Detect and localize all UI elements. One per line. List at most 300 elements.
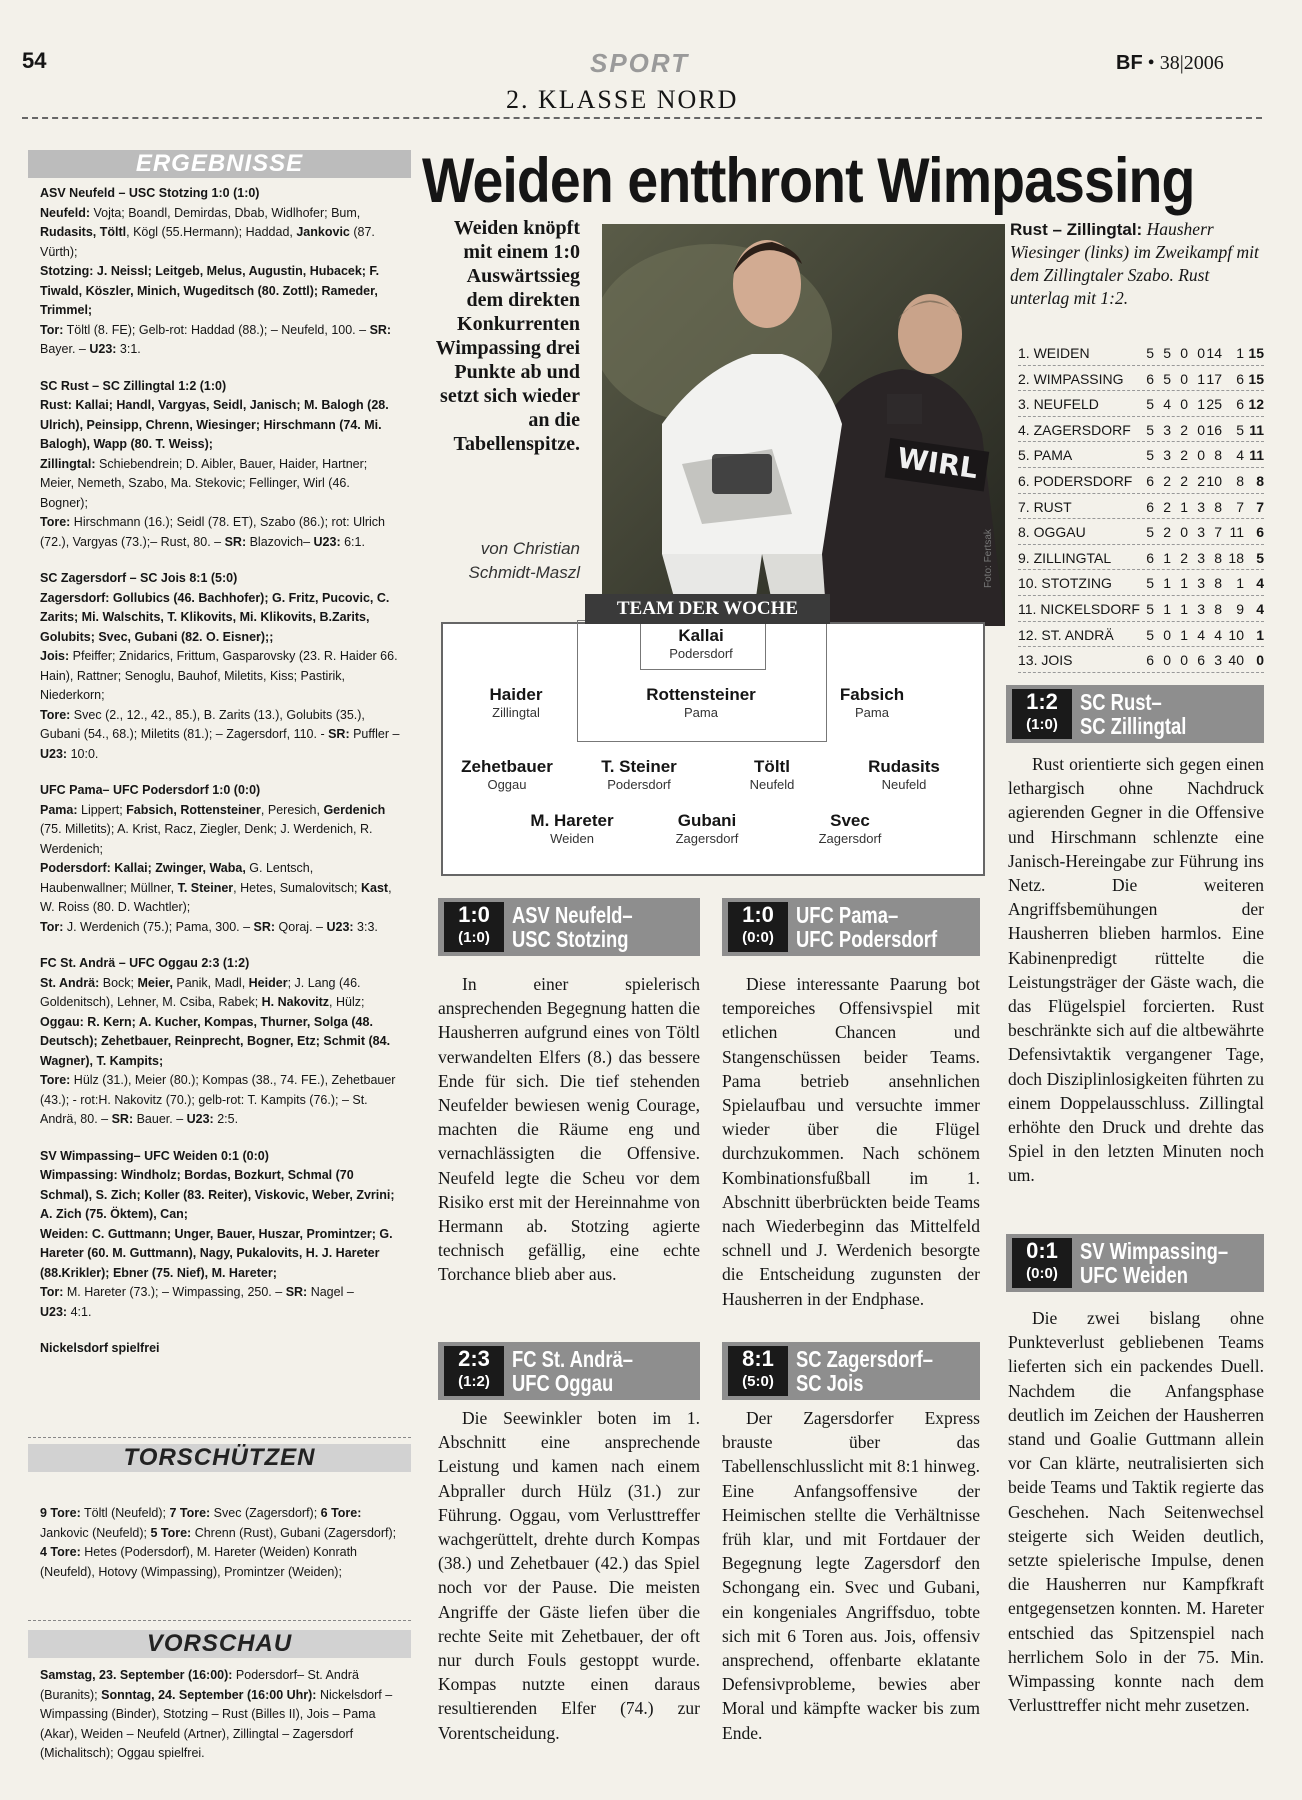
table-row (1018, 366, 1264, 392)
publication-name: BF (1116, 52, 1143, 74)
referee-text: Nagel – (307, 1285, 354, 1299)
player-card (632, 811, 782, 846)
scorer-names: Jankovic (Neufeld); (40, 1525, 151, 1540)
points: 11 (1249, 421, 1264, 438)
match-photo (602, 224, 1005, 626)
away-team: UFC Weiden (1080, 1262, 1189, 1288)
player-name: Svec (830, 811, 870, 830)
intro-text: Weiden knöpft mit einem 1:0 Auswärtssieg dem direkten Konkurrenten Wimpassing drei Punkte ab und setzt sich wieder an die Tabellenspitze. (435, 217, 580, 455)
result-entry (40, 569, 400, 764)
stat-cell: 1 (1163, 600, 1171, 617)
goal-count: 6 Tore: (320, 1506, 362, 1520)
stat-cell: 6 (1146, 472, 1154, 489)
goals-text: Hülz (31.), Meier (80.); Kompas (38., 74. FE.), Zehetbauer (43.); - rot:H. Nakovitz (70.); gelb-rot: T. Kampits (76.); – St. Andrä, 80. – (40, 1073, 396, 1126)
away-team: UFC Podersdorf (796, 926, 938, 952)
stat-cell: 3 (1197, 575, 1205, 592)
team-label: Zillingtal: (40, 456, 96, 471)
u23-label: U23: (313, 534, 341, 549)
team-name: 11. NICKELSDORF (1018, 600, 1140, 617)
league-table (1018, 340, 1264, 673)
player-club: Neufeld (881, 777, 927, 792)
result-title: UFC Pama– UFC Podersdorf 1:0 (0:0) (40, 783, 261, 797)
referee-label: SR: (328, 727, 350, 741)
result-entry (40, 1339, 400, 1359)
points: 6 (1256, 524, 1264, 541)
match-report: Diese interessante Paarung bot temporeiches Offensivspiel mit etlichen Chancen und Stangenschüssen beider Teams. Pama betrieb ansehnlichen Spielaufbau und versuchte immer wieder über die Flügel durchzukommen. Nach schönem Kombinationsfußball im 1. Abschnitt überbrückten beide Teams nach Wiederbeginn das Mittelfeld schnell und J. Werdenich besorgte die Entscheidung zugunsten der Hausherren in der Endphase. (722, 974, 980, 1309)
match-teams (512, 903, 633, 951)
stat-cell: 1 (1180, 626, 1188, 643)
points: 11 (1249, 447, 1264, 464)
scorer-names: Svec (Zagersdorf); (210, 1506, 321, 1520)
lineup-text: , Hülz; (329, 995, 365, 1009)
league-title: 2. KLASSE NORD (506, 85, 739, 114)
half-score: (5:0) (742, 1373, 774, 1390)
match-teams (796, 903, 937, 951)
player-card (441, 685, 591, 720)
referee-label: SR: (224, 534, 247, 549)
stat-cell: 5 (1163, 345, 1171, 361)
u23-label: U23: (326, 919, 354, 934)
player-card (797, 685, 947, 720)
lineup-text: Panik, Madl, (172, 975, 249, 990)
stat-cell: 2 (1180, 472, 1188, 489)
preview-date: Samstag, 23. September (16:00): (40, 1668, 233, 1682)
stat-cell: 4 (1197, 626, 1205, 643)
referee-label: SR: (111, 1112, 134, 1126)
referee-label: SR: (369, 322, 392, 337)
star-players: Heider (248, 975, 288, 990)
stat-cell: 0 (1197, 421, 1205, 438)
player-name: Töltl (754, 757, 790, 776)
bye-note: Nickelsdorf spielfrei (40, 1341, 160, 1355)
match-report: Rust orientierte sich gegen einen lethargisch ohne Nachdruck agierenden Gegner in die Offensive und Hirschmann schlenzte eine Janisch-Hereingabe zur Führung ins Netz. Die weiteren Angriffsbemühungen der Hausherren blieben harmlos. Eine Kabinenpredigt rüttelte die Leistungsträger der Gäste wach, die das Flügelspiel forcierten. Rust beschränkte sich auf die altbewährte Defensivtaktik vergangener Tage, doch Disziplinlosigkeiten führten zu einem Doppelausschluss. Zillingtal erhöhte den Druck und drehte das Spiel in den letzten Minuten noch um. (1008, 754, 1264, 1186)
lineup-home: Rust: Kallai; Handl, Vargyas, Seidl, Janisch; M. Balogh (28. Ulrich), Peinsipp, Chrenn, Wiesinger; Hirschmann (74. Mi. Balogh), Wapp (80. T. Weiss); (40, 398, 389, 451)
stat-cell: 25 (1206, 396, 1222, 413)
team-name: 4. ZAGERSDORF (1018, 421, 1131, 438)
stat-cell: 10 (1206, 472, 1222, 489)
player-club: Podersdorf (669, 646, 733, 661)
stat-cell: 17 (1206, 370, 1222, 387)
lineup-text: (87. Vürth); (40, 225, 375, 259)
stat-cell: 2 (1163, 498, 1171, 515)
half-score: (1:0) (458, 929, 490, 946)
header-divider (22, 117, 1262, 119)
scorer-names: Chrenn (Rust), Gubani (Zagersdorf); (191, 1525, 397, 1540)
stat-cell: 40 (1228, 652, 1244, 669)
player-name: M. Hareter (530, 811, 614, 830)
goals-text: Töltl (8. FE); Gelb-rot: Haddad (88.); – Neufeld, 100. – (63, 322, 367, 337)
goals-label: Tore: (40, 707, 71, 722)
stat-cell: 5 (1146, 600, 1154, 617)
points: 15 (1248, 370, 1264, 387)
player-club: Pama (855, 705, 889, 720)
stat-cell: 5 (1146, 575, 1154, 592)
team-name: 2. WIMPASSING (1018, 370, 1124, 387)
team-label: Neufeld: (40, 205, 90, 220)
player-club: Zagersdorf (818, 831, 882, 846)
team-name: 13. JOIS (1018, 652, 1073, 669)
player-name: Fabsich (839, 685, 905, 704)
referee-text: Blazovich– (246, 534, 314, 549)
goals-text: Hirschmann (16.); Seidl (78. ET), Szabo (86.); rot: Ulrich (72.), Vargyas (73.);– Rust, 80. – (40, 515, 386, 549)
goal-count: 7 Tore: (169, 1506, 211, 1520)
preview-heading: VORSCHAU (28, 1630, 411, 1658)
preview-list (40, 1666, 400, 1764)
star-players: H. Nakovitz (261, 995, 330, 1009)
scorers-divider (28, 1437, 411, 1438)
stat-cell: 14 (1206, 345, 1222, 361)
half-score: (0:0) (1026, 1265, 1058, 1282)
goal-count: 5 Tore: (150, 1525, 192, 1540)
headline: Weiden entthront Wimpassing (422, 146, 1195, 216)
lineup-text: Vojta; Boandl, Demirdas, Dbab, Widlhofer; Bum, (90, 205, 361, 220)
goals-label: Tor: (40, 919, 64, 934)
stat-cell: 3 (1163, 421, 1171, 438)
match-header (722, 898, 980, 956)
byline: von Christian Schmidt-Maszl (468, 539, 580, 582)
scorer-names: Hetes (Podersdorf), M. Hareter (Weiden) Konrath (Neufeld), Hotovy (Wimpassing), Promintzer (Weiden); (40, 1545, 358, 1579)
goals-label: Tore: (40, 1073, 71, 1087)
away-team: SC Jois (796, 1370, 864, 1396)
stat-cell: 0 (1180, 524, 1188, 541)
lineup-text: (75. Milletits); A. Krist, Racz, Ziegler, Denk; J. Werdenich, R. Werdenich; (40, 822, 373, 856)
team-label: Podersdorf: Kallai; Zwinger, Waba, (40, 861, 246, 875)
lineup-home: Zagersdorf: Gollubics (46. Bachhofer); G. Fritz, Pucovic, C. Zarits; Mi. Walschits, T. Klikovits, Mi. Klikovits, B.Zarits, Golubits; Svec, Gubani (82. O. Eisner);; (40, 590, 390, 644)
star-players: Gerdenich (323, 802, 386, 817)
u23-label: U23: (40, 1304, 68, 1319)
stat-cell: 2 (1163, 524, 1171, 541)
player-card (697, 757, 847, 792)
preview-date: Sonntag, 24. September (16:00 Uhr): (101, 1687, 317, 1702)
scorers-list (40, 1504, 400, 1582)
table-row (1018, 519, 1264, 545)
lineup-text: , Hetes, Sumalovitsch; (233, 880, 361, 895)
stat-cell: 2 (1163, 472, 1171, 489)
home-team: SC Zagersdorf– (796, 1346, 934, 1372)
stat-cell: 1 (1180, 575, 1188, 592)
stat-cell: 1 (1180, 600, 1188, 617)
player-name: Rudasits (868, 757, 940, 776)
match-header (438, 898, 700, 956)
final-score: 1:2 (1026, 689, 1058, 714)
table-row (1018, 596, 1264, 622)
home-team: FC St. Andrä– (512, 1346, 633, 1372)
stat-cell: 5 (1236, 421, 1244, 438)
stat-cell: 0 (1180, 345, 1188, 361)
table-row (1018, 391, 1264, 417)
lineup-home: Wimpassing: Windholz; Bordas, Bozkurt, Schmal (70 Schmal), S. Zich; Koller (83. Reiter), Viskovic, Weber, Zvrini; A. Zich (75. Öktem), Can; (40, 1168, 395, 1221)
goals-text: M. Hareter (73.); – Wimpassing, 250. – (63, 1285, 286, 1299)
player-name: Rottensteiner (646, 685, 756, 704)
match-teams (796, 1347, 933, 1395)
referee-label: SR: (285, 1285, 308, 1299)
stat-cell: 1 (1236, 345, 1244, 361)
u23-text: 2:5. (213, 1112, 239, 1126)
stat-cell: 5 (1146, 626, 1154, 643)
u23-text: 4:1. (67, 1304, 92, 1319)
issue-number: 38|2006 (1159, 52, 1224, 74)
star-players: Jankovic (296, 225, 350, 239)
stat-cell: 0 (1180, 370, 1188, 387)
points: 8 (1256, 472, 1264, 489)
issue-info (1116, 52, 1224, 75)
player-name: Haider (489, 685, 543, 704)
half-score: (1:2) (458, 1373, 490, 1390)
stat-cell: 1 (1236, 575, 1244, 592)
home-team: SV Wimpassing– (1080, 1238, 1229, 1264)
stat-cell: 2 (1180, 549, 1188, 566)
match-header (1006, 1234, 1264, 1292)
player-card (626, 626, 776, 661)
result-entry (40, 377, 400, 553)
match-teams (1080, 690, 1186, 738)
stat-cell: 0 (1197, 345, 1205, 361)
page-number: 54 (22, 48, 47, 73)
u23-label: U23: (89, 342, 117, 356)
stat-cell: 6 (1236, 396, 1244, 413)
match-teams (1080, 1239, 1228, 1287)
u23-label: U23: (40, 746, 68, 761)
team-name: 9. ZILLINGTAL (1018, 549, 1112, 566)
player-card (564, 757, 714, 792)
team-label: St. Andrä: (40, 975, 100, 990)
stat-cell: 0 (1180, 396, 1188, 413)
player-card (775, 811, 925, 846)
stat-cell: 6 (1197, 652, 1205, 669)
photo-illustration (602, 224, 1005, 626)
match-report: Die Seewinkler boten im 1. Abschnitt eine ansprechende Leistung und kamen nach einem Abpraller durch Hülz (31.) zur Führung. Oggau, vom Verlusttreffer wachgerüttelt, drehte durch Kompas (38.) und Zehetbauer (42.) das Spiel noch vor der Pause. Die meisten Angriffe der Gäste liefen über die rechte Seite mit Zehetbauer, der oft nur durch Fouls gestoppt wurde. Kompas nutzte einen daraus resultierenden Elfer (74.) zur Vorentscheidung. (438, 1408, 700, 1743)
table-row (1018, 442, 1264, 468)
star-players: T. Steiner (177, 880, 234, 895)
photo-credit: Foto: Fertsak (983, 529, 994, 588)
home-team: SC Rust– (1080, 689, 1162, 715)
stat-cell: 8 (1214, 549, 1222, 566)
stat-cell: 7 (1236, 498, 1244, 515)
team-label: Jois: (40, 649, 70, 663)
score-box (728, 1346, 788, 1396)
stat-cell: 6 (1146, 370, 1154, 387)
points: 5 (1256, 549, 1264, 566)
player-club: Oggau (487, 777, 527, 792)
u23-text: 3:1. (116, 342, 141, 356)
stat-cell: 1 (1197, 396, 1205, 413)
goals-text: J. Werdenich (75.); Pama, 300. – (63, 919, 254, 934)
table-row (1018, 622, 1264, 648)
stat-cell: 2 (1180, 421, 1188, 438)
score-box (444, 902, 504, 952)
home-team: ASV Neufeld– (512, 902, 633, 928)
stat-cell: 5 (1146, 345, 1154, 361)
away-team: SC Zillingtal (1080, 713, 1187, 739)
team-name: 5. PAMA (1018, 447, 1073, 464)
stat-cell: 10 (1228, 626, 1244, 643)
stat-cell: 0 (1197, 447, 1205, 464)
team-name: 12. ST. ANDRÄ (1018, 626, 1114, 643)
lineup-text: G. Lentsch, Haubenwallner; Müllner, (40, 861, 314, 895)
result-entry (40, 954, 400, 1130)
goals-label: Tor: (40, 322, 64, 337)
score-box (728, 902, 788, 952)
stat-cell: 5 (1146, 421, 1154, 438)
goals-label: Tor: (40, 1285, 64, 1299)
player-card (829, 757, 979, 792)
goals-text: Svec (2., 12., 42., 85.), B. Zarits (13.), Golubits (35.), Gubani (54., 68.); Miletits (81.); – Zagersdorf, 110. - (40, 707, 365, 741)
u23-text: 10:0. (67, 746, 99, 761)
stat-cell: 3 (1163, 447, 1171, 464)
result-title: ASV Neufeld – USC Stotzing 1:0 (1:0) (40, 186, 260, 200)
goal-count: 4 Tore: (40, 1545, 81, 1559)
stat-cell: 6 (1146, 498, 1154, 515)
lineup-text: Lippert; (77, 802, 127, 817)
score-box (444, 1346, 504, 1396)
player-card (497, 811, 647, 846)
points: 1 (1256, 626, 1264, 643)
scorers-heading: TORSCHÜTZEN (28, 1444, 411, 1472)
stat-cell: 9 (1236, 600, 1244, 617)
stat-cell: 1 (1180, 498, 1188, 515)
table-row (1018, 340, 1264, 366)
away-team: USC Stotzing (512, 926, 629, 952)
stat-cell: 0 (1180, 652, 1188, 669)
stat-cell: 4 (1236, 447, 1244, 464)
result-title: FC St. Andrä – UFC Oggau 2:3 (1:2) (40, 956, 250, 970)
lineup-text: , Kögl (55.Hermann); Haddad, (126, 225, 297, 239)
team-name: 3. NEUFELD (1018, 396, 1099, 413)
u23-text: 6:1. (340, 534, 365, 549)
stat-cell: 1 (1163, 549, 1171, 566)
stat-cell: 3 (1197, 498, 1205, 515)
player-club: Podersdorf (607, 777, 671, 792)
half-score: (0:0) (742, 929, 774, 946)
half-score: (1:0) (1026, 716, 1058, 733)
stat-cell: 3 (1214, 652, 1222, 669)
stat-cell: 18 (1228, 549, 1244, 566)
home-team: UFC Pama– (796, 902, 899, 928)
team-name: 6. PODERSDORF (1018, 472, 1133, 489)
player-club: Zagersdorf (675, 831, 739, 846)
lineup-away: Oggau: R. Kern; A. Kucher, Kompas, Thurner, Solga (48. Deutsch); Zehetbauer, Reinprecht, Bogner, Etz; Schmit (84. Wagner), T. Kampits; (40, 1014, 391, 1068)
lineup-text: , Peresich, (260, 802, 324, 817)
player-card (626, 685, 776, 720)
match-teams (512, 1347, 633, 1395)
stat-cell: 2 (1197, 472, 1205, 489)
player-name: Kallai (678, 626, 724, 645)
table-row (1018, 494, 1264, 520)
player-club: Pama (684, 705, 718, 720)
team-label: Pama: (40, 802, 78, 817)
lineup-text: ; J. Lang (46. Goldenitsch), Lehner, M. Csiba, Rabek; (40, 975, 361, 1009)
stat-cell: 16 (1206, 421, 1222, 438)
table-row (1018, 647, 1264, 673)
star-players: Rudasits, Töltl (40, 225, 127, 239)
score-box (1012, 689, 1072, 739)
stat-cell: 3 (1197, 549, 1205, 566)
result-title: SC Rust – SC Zillingtal 1:2 (1:0) (40, 378, 227, 393)
match-report: Der Zagersdorfer Express brauste über das Tabellenschlusslicht mit 8:1 hinweg. Eine Anfangsoffensive der Heimischen stellte die Verhältnisse früh klar, und mit Fortdauer der Begegnung legte Zagersdorf den Schongang ein. Svec und Gubani, ein kongeniales Angriffsduo, tobte sich mit 6 Toren aus. Jois, offensiv ansprechend, offenbarte eklatante Defensivprobleme, bewies aber Moral und kämpfte wacker bis zum Ende. (722, 1408, 980, 1743)
u23-text: 3:3. (353, 919, 378, 934)
stat-cell: 5 (1163, 370, 1171, 387)
lineup-away: Weiden: C. Guttmann; Unger, Bauer, Huszar, Promintzer; G. Hareter (60. M. Guttmann), Nagy, Pukalovits, H. J. Hareter (88.Krikler); Ebner (75. Nief), M. Hareter; (40, 1226, 393, 1280)
result-entry (40, 184, 400, 360)
points: 4 (1256, 575, 1264, 592)
player-club: Neufeld (749, 777, 795, 792)
result-title: SV Wimpassing– UFC Weiden 0:1 (0:0) (40, 1148, 269, 1163)
player-card (432, 757, 582, 792)
caption-text: Hausherr Wiesinger (links) im Zweikampf mit dem Zillingtaler Szabo. Rust unterlag mit 1:2. (1010, 219, 1259, 308)
result-title: SC Zagersdorf – SC Jois 8:1 (5:0) (40, 571, 238, 585)
points: 12 (1248, 396, 1264, 413)
stat-cell: 5 (1146, 396, 1154, 413)
stat-cell: 6 (1236, 370, 1244, 387)
section-label: SPORT (590, 48, 690, 78)
stat-cell: 8 (1214, 498, 1222, 515)
referee-text: Bauer. – (133, 1112, 187, 1126)
lineup-text: , W. Roiss (80. D. Wachtler); (40, 880, 392, 914)
lineup-text: Pfeiffer; Znidarics, Frittum, Gasparovsky (23. R. Haider 66. Hain), Rattner; Senoglu, Bauhof, Miletits, Kiss; Pastirik, Niederkorn; (40, 649, 398, 702)
table-row (1018, 570, 1264, 596)
preview-fixtures: Podersdorf– St. Andrä (Buranits); (40, 1668, 359, 1702)
referee-text: Puffler – (349, 727, 400, 741)
points: 0 (1256, 652, 1264, 669)
stat-cell: 1 (1197, 370, 1205, 387)
team-name: 10. STOTZING (1018, 575, 1112, 592)
scorer-names: Töltl (Neufeld); (80, 1506, 170, 1520)
result-entry (40, 781, 400, 937)
results-heading: ERGEBNISSE (28, 150, 411, 178)
star-players: Fabsich, Rottensteiner (126, 802, 261, 817)
stat-cell: 1 (1163, 575, 1171, 592)
stat-cell: 5 (1146, 524, 1154, 541)
preview-fixtures: Nickelsdorf – Wimpassing (Binder), Stotzing – Rust (Billes II), Jois – Pama (Akar), Weiden – Neufeld (Artner), Zillingtal – Zagersdorf (Michalitsch); Oggau spielfrei. (40, 1687, 393, 1760)
player-club: Zillingtal (492, 705, 540, 720)
table-row (1018, 545, 1264, 571)
team-name: 1. WEIDEN (1018, 345, 1090, 361)
match-header (438, 1342, 700, 1400)
final-score: 2:3 (458, 1346, 490, 1371)
final-score: 8:1 (742, 1346, 774, 1371)
referee-text: Qoraj. – (275, 919, 327, 934)
result-entry (40, 1147, 400, 1323)
stat-cell: 7 (1214, 524, 1222, 541)
stat-cell: 8 (1214, 447, 1222, 464)
player-name: Zehetbauer (461, 757, 553, 776)
stat-cell: 5 (1146, 447, 1154, 464)
stat-cell: 0 (1163, 626, 1171, 643)
team-of-week-title: TEAM DER WOCHE (585, 594, 830, 624)
stat-cell: 8 (1214, 600, 1222, 617)
final-score: 1:0 (458, 902, 490, 927)
stat-cell: 8 (1236, 472, 1244, 489)
player-name: Gubani (677, 811, 737, 830)
player-name: T. Steiner (601, 757, 677, 776)
stat-cell: 11 (1229, 524, 1244, 541)
table-row (1018, 417, 1264, 443)
points: 4 (1256, 600, 1264, 617)
team-name: 8. OGGAU (1018, 524, 1086, 541)
stat-cell: 4 (1163, 396, 1171, 413)
stat-cell: 6 (1146, 549, 1154, 566)
referee-label: SR: (253, 919, 276, 934)
points: 15 (1248, 345, 1264, 361)
stat-cell: 3 (1197, 524, 1205, 541)
lineup-away: Stotzing: J. Neissl; Leitgeb, Melus, Augustin, Hubacek; F. Tiwald, Köszler, Minich, Wugeditsch (80. Zottl); Rameder, Trimmel; (40, 264, 380, 317)
svg-text:WIRL: WIRL (895, 441, 980, 486)
team-name: 7. RUST (1018, 498, 1072, 515)
stat-cell: 6 (1146, 652, 1154, 669)
goal-count: 9 Tore: (40, 1506, 81, 1520)
referee-text: Bayer. – (40, 342, 90, 356)
lineup-text: Bock; (99, 975, 138, 990)
